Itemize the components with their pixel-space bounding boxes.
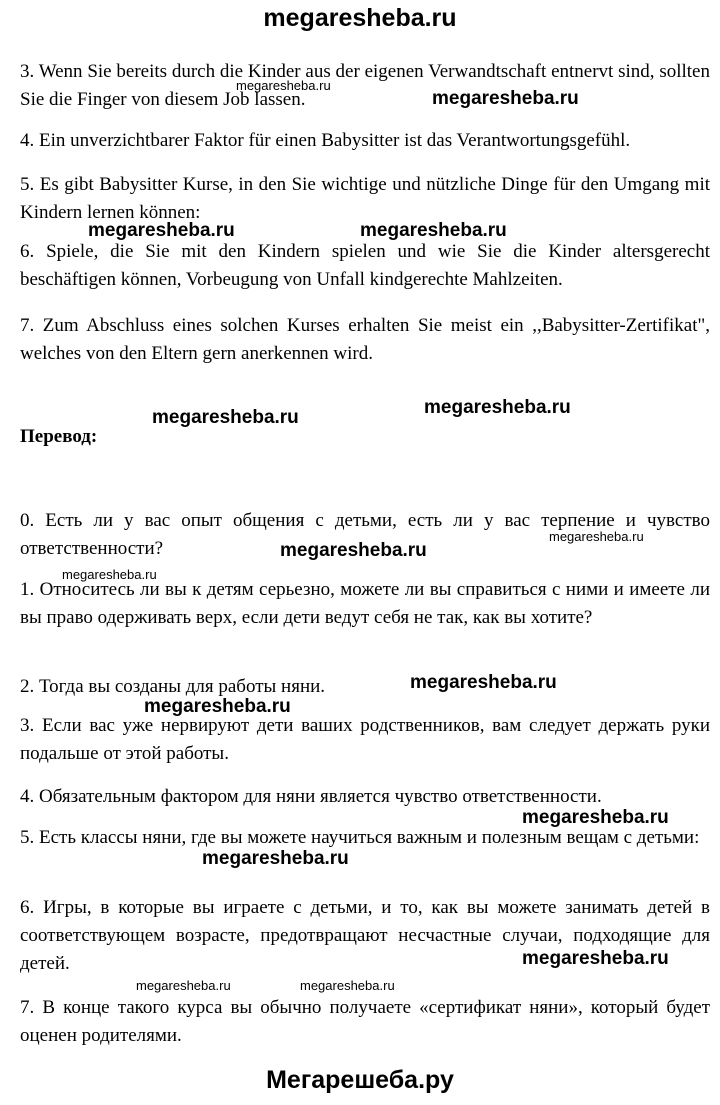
watermark: megaresheba.ru [144, 696, 291, 717]
watermark: megaresheba.ru [410, 672, 557, 693]
translation-item-0: 0. Есть ли у вас опыт общения с детьми, есть ли у вас терпение и чувство ответственности? [20, 510, 710, 559]
german-item-6: 6. Spiele, die Sie mit den Kindern spielen und wie Sie die Kinder altersgerecht beschäftigen können, Vorbeugung von Unfall kindgerechte Mahlzeiten. [20, 241, 710, 290]
watermark: megaresheba.ru [62, 567, 157, 582]
watermark: megaresheba.ru [202, 848, 349, 869]
watermark: megaresheba.ru [136, 978, 231, 993]
watermark: megaresheba.ru [522, 807, 669, 828]
watermark: megaresheba.ru [549, 529, 644, 544]
translation-item-2: 2. Тогда вы созданы для работы няни. [20, 676, 326, 697]
translation-item-5: 5. Есть классы няни, где вы можете научиться важным и полезным вещам с детьми: [20, 827, 700, 848]
german-item-4: 4. Ein unverzichtbarer Faktor für einen Babysitter ist das Verantwortungsgefühl. [20, 130, 631, 151]
site-footer: Мегарешеба.ру [266, 1066, 454, 1094]
watermark: megaresheba.ru [360, 220, 507, 241]
translation-item-6: 6. Игры, в которые вы играете с детьми, и то, как вы можете занимать детей в соответствующем возрасте, предотвращают несчастные случаи, подходящие для детей. [20, 897, 710, 974]
watermark: megaresheba.ru [432, 88, 579, 109]
watermark: megaresheba.ru [236, 78, 331, 93]
translation-item-1: 1. Относитесь ли вы к детям серьезно, можете ли вы справиться с ними и имеете ли вы право одерживать верх, если дети ведут себя не так, как вы хотите? [20, 579, 710, 628]
watermark: megaresheba.ru [424, 397, 571, 418]
translation-item-3: 3. Если вас уже нервируют дети ваших родственников, вам следует держать руки подальше от этой работы. [20, 715, 710, 764]
watermark: megaresheba.ru [88, 220, 235, 241]
german-item-5: 5. Es gibt Babysitter Kurse, in den Sie wichtige und nützliche Dinge für den Umgang mit Kindern lernen können: [20, 174, 710, 223]
german-item-3: 3. Wenn Sie bereits durch die Kinder aus der eigenen Verwandtschaft entnervt sind, sollten Sie die Finger von diesem Job lassen. [20, 61, 710, 110]
watermark: megaresheba.ru [300, 978, 395, 993]
german-item-7: 7. Zum Abschluss eines solchen Kurses erhalten Sie meist ein ,,Babysitter-Zertifikat", welches von den Eltern gern anerkennen wird. [20, 315, 710, 364]
site-header: megaresheba.ru [263, 4, 457, 32]
watermark: megaresheba.ru [152, 407, 299, 428]
translation-heading: Перевод: [20, 426, 98, 447]
translation-item-7: 7. В конце такого курса вы обычно получаете «сертификат няни», который будет оценен родителями. [20, 997, 710, 1046]
watermark: megaresheba.ru [522, 948, 669, 969]
watermark: megaresheba.ru [280, 540, 427, 561]
translation-item-4: 4. Обязательным фактором для няни является чувство ответственности. [20, 786, 602, 807]
